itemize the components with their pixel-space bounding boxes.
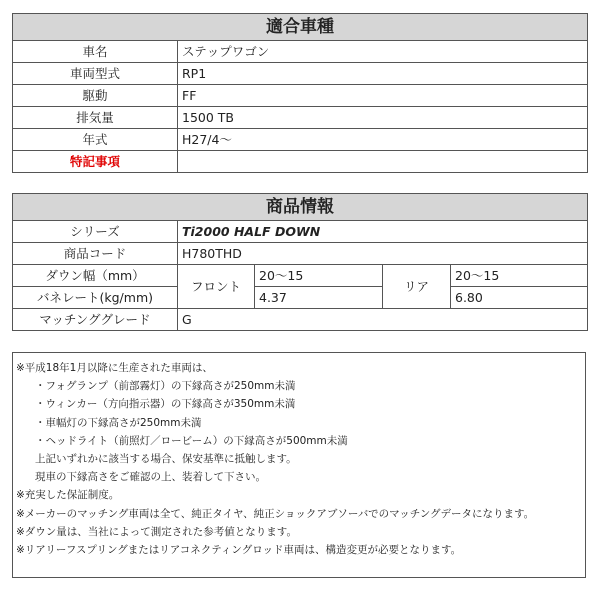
vehicle-name-value: ステップワゴン xyxy=(178,41,588,63)
spring-rate-label: バネレート(kg/mm) xyxy=(13,287,178,309)
special-notes-label: 特記事項 xyxy=(13,151,178,173)
table-row xyxy=(13,287,588,309)
note-line: ・ヘッドライト（前照灯／ロービーム）の下縁高さが500mm未満 xyxy=(35,434,348,447)
grade-value: G xyxy=(178,309,588,331)
grade-label: マッチンググレード xyxy=(13,309,178,331)
table-row xyxy=(13,243,588,265)
note-line: ※平成18年1月以降に生産された車両は、 xyxy=(16,362,213,374)
note-line: 現車の下縁高さをご確認の上、装着して下さい。 xyxy=(35,471,266,484)
table-row xyxy=(13,265,588,287)
displacement-value: 1500 TB xyxy=(178,107,588,129)
drive-value: FF xyxy=(178,85,588,107)
table-row xyxy=(13,129,588,151)
front-rate-value: 4.37 xyxy=(255,287,383,309)
vehicle-name-label: 車名 xyxy=(13,41,178,63)
table-row xyxy=(13,309,588,331)
special-notes-value xyxy=(178,151,588,173)
model-code-value: RP1 xyxy=(178,63,588,85)
front-label: フロント xyxy=(178,265,255,309)
vehicle-header: 適合車種 xyxy=(13,14,588,41)
note-line: ※充実した保証制度。 xyxy=(16,489,120,502)
table-row xyxy=(13,41,588,63)
table-row xyxy=(13,85,588,107)
front-down-value: 20～15 xyxy=(255,265,383,287)
model-code-label: 車両型式 xyxy=(13,63,178,85)
table-row xyxy=(13,151,588,173)
note-line: ※メーカーのマッチング車両は全て、純正タイヤ、純正ショックアブソーバでのマッチングデータになります。 xyxy=(16,507,535,520)
series-value: Ti2000 HALF DOWN xyxy=(178,221,588,243)
product-code-value: H780THD xyxy=(178,243,588,265)
year-value: H27/4～ xyxy=(178,129,588,151)
table-row xyxy=(13,221,588,243)
note-line: 上記いずれかに該当する場合、保安基準に抵触します。 xyxy=(35,453,297,466)
series-label: シリーズ xyxy=(13,221,178,243)
table-row xyxy=(13,63,588,85)
rear-rate-value: 6.80 xyxy=(451,287,588,309)
note-line: ※ダウン量は、当社によって測定された参考値となります。 xyxy=(16,525,297,538)
vehicle-table xyxy=(12,13,588,173)
note-line: ・ウィンカー（方向指示器）の下縁高さが350mm未満 xyxy=(35,398,296,411)
product-table xyxy=(12,193,588,331)
note-line: ・フォグランプ（前部霧灯）の下縁高さが250mm未満 xyxy=(35,380,296,393)
rear-down-value: 20～15 xyxy=(451,265,588,287)
rear-label: リア xyxy=(383,265,451,309)
note-line: ※リアリーフスプリングまたはリアコネクティングロッド車両は、構造変更が必要となります。 xyxy=(16,544,462,557)
note-line: ・車幅灯の下縁高さが250mm未満 xyxy=(35,416,202,429)
notes-box xyxy=(12,352,586,578)
year-label: 年式 xyxy=(13,129,178,151)
displacement-label: 排気量 xyxy=(13,107,178,129)
product-code-label: 商品コード xyxy=(13,243,178,265)
down-width-label: ダウン幅（mm） xyxy=(13,265,178,287)
table-row xyxy=(13,107,588,129)
drive-label: 駆動 xyxy=(13,85,178,107)
product-header: 商品情報 xyxy=(13,194,588,221)
